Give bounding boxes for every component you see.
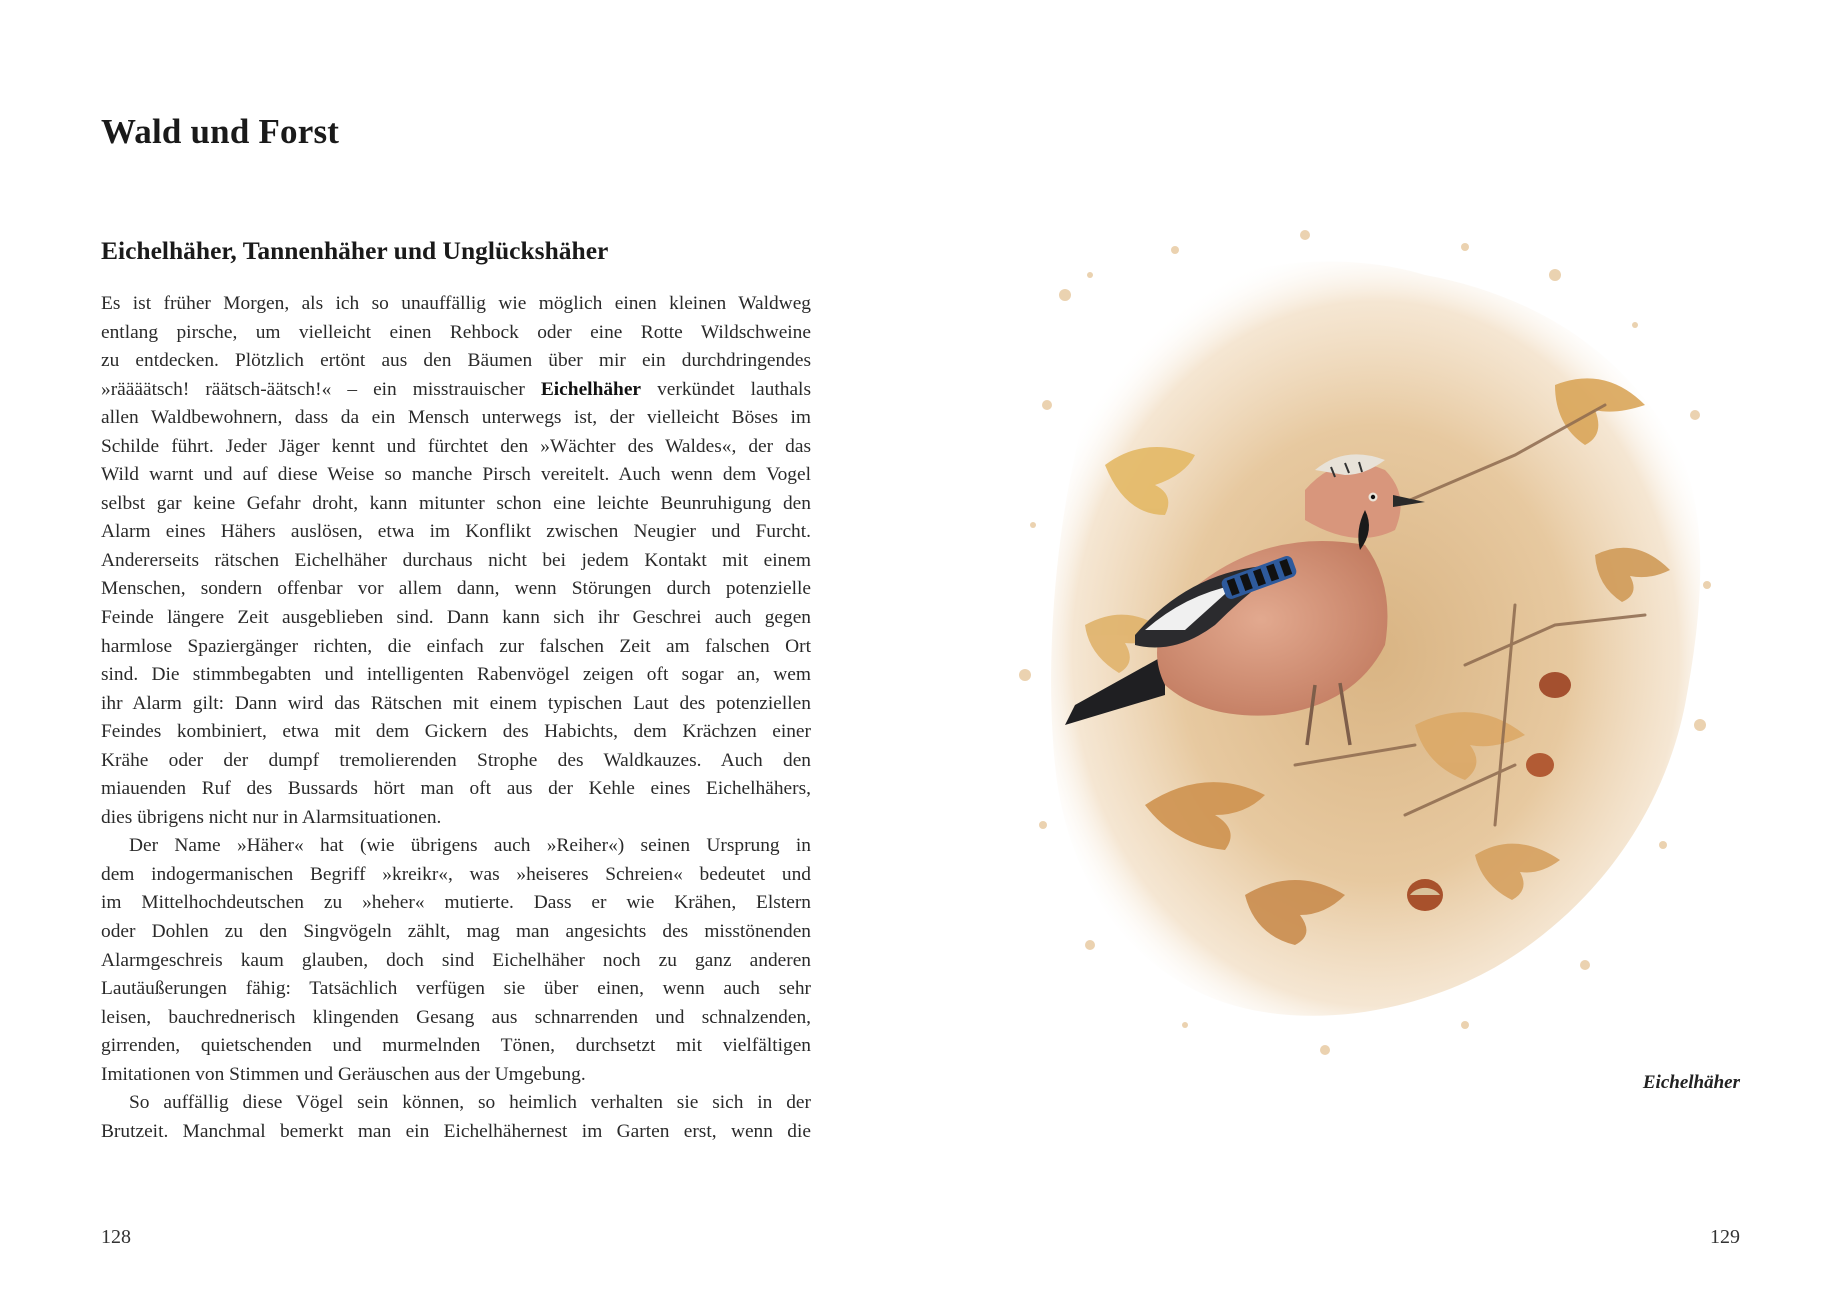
text-line: Alarm eines Hähers auslösen, etwa im Konflikt zwischen Neugier und Furcht. (101, 521, 811, 543)
text-line: dies übrigens nicht nur in Alarmsituationen. (101, 806, 442, 828)
page-number-right: 129 (1710, 1226, 1740, 1248)
figure-caption: Eichelhäher (1642, 1072, 1740, 1093)
text-line: ihr Alarm gilt: Dann wird das Rätschen mit einem typischen Laut des potenziellen (101, 692, 811, 714)
text-line: Andererseits rätschen Eichelhäher durchaus nicht bei jedem Kontakt mit einem (101, 549, 811, 571)
text-line: leisen, bauchrednerisch klingenden Gesang aus schnarrenden und schnalzenden, (101, 1006, 811, 1028)
text-line: Imitationen von Stimmen und Geräuschen aus der Umgebung. (101, 1063, 586, 1085)
text-line: entlang pirsche, um vielleicht einen Rehbock oder eine Rotte Wildschweine (101, 321, 811, 343)
text-line: Alarmgeschreis kaum glauben, doch sind Eichelhäher noch zu ganz anderen (101, 949, 811, 971)
text-line: Es ist früher Morgen, als ich so unauffällig wie möglich einen kleinen Waldweg (101, 293, 811, 314)
text-line: zu entdecken. Plötzlich ertönt aus den Bäumen über mir ein durchdringendes (101, 350, 811, 372)
page-number-left: 128 (101, 1226, 131, 1248)
text-line: Krähe oder der dumpf tremolierenden Strophe des Waldkauzes. Auch den (101, 749, 811, 771)
text-line: Feindes kombiniert, etwa mit dem Gickern des Habichts, dem Krächzen einer (101, 721, 811, 743)
text-line-part: verkündet lauthals (641, 378, 811, 400)
text-line: Wild warnt und auf diese Weise so manche Pirsch vereitelt. Auch wenn dem Vogel (101, 464, 811, 486)
text-line: girrenden, quietschenden und murmelnden Tönen, durchsetzt mit vielfältigen (101, 1035, 811, 1057)
jay-illustration (995, 205, 1715, 1065)
section-title: Eichelhäher, Tannenhäher und Unglückshäher (101, 236, 609, 265)
right-page (915, 0, 1831, 1299)
text-line: selbst gar keine Gefahr droht, kann mitunter schon eine leichte Beunruhigung den (101, 492, 811, 514)
body-text (101, 290, 811, 1146)
text-line: sind. Die stimmbegabten und intelligenten Rabenvögel zeigen oft sogar an, wem (101, 664, 811, 686)
text-line: Brutzeit. Manchmal bemerkt man ein Eichelhähernest im Garten erst, wenn die (101, 1120, 811, 1142)
text-line: Schilde führt. Jeder Jäger kennt und fürchtet den »Wächter des Waldes«, der das (101, 435, 811, 457)
text-line-part: »räääätsch! räätsch-äätsch!« – ein misstrauischer (101, 378, 541, 400)
chapter-title: Wald und Forst (101, 112, 340, 151)
text-line: allen Waldbewohnern, dass da ein Mensch unterwegs ist, der vielleicht Böses im (101, 407, 811, 429)
text-line: Menschen, sondern offenbar vor allem dann, wenn Störungen durch potenzielle (101, 578, 811, 600)
text-line (101, 376, 811, 405)
text-line: So auffällig diese Vögel sein können, so heimlich verhalten sie sich in der (129, 1092, 811, 1114)
text-line: oder Dohlen zu den Singvögeln zählt, mag man angesichts des misstönenden (101, 921, 811, 943)
left-page (0, 0, 915, 1299)
text-line: dem indogermanischen Begriff »kreikr«, was »heiseres Schreien« bedeutet und (101, 863, 811, 885)
text-line: Der Name »Häher« hat (wie übrigens auch »Reiher«) seinen Ursprung in (129, 835, 811, 857)
text-line: Feinde längere Zeit ausgeblieben sind. Dann kann sich ihr Geschrei auch gegen (101, 607, 811, 629)
text-line: Lautäußerungen fähig: Tatsächlich verfügen sie über einen, wenn auch sehr (101, 978, 811, 1000)
text-line: miauenden Ruf des Bussards hört man oft aus der Kehle eines Eichelhähers, (101, 778, 811, 800)
text-line: im Mittelhochdeutschen zu »heher« mutierte. Dass er wie Krähen, Elstern (101, 892, 811, 914)
text-line: harmlose Spaziergänger richten, die einfach zur falschen Zeit am falschen Ort (101, 635, 811, 657)
bold-term: Eichelhäher (540, 378, 642, 400)
